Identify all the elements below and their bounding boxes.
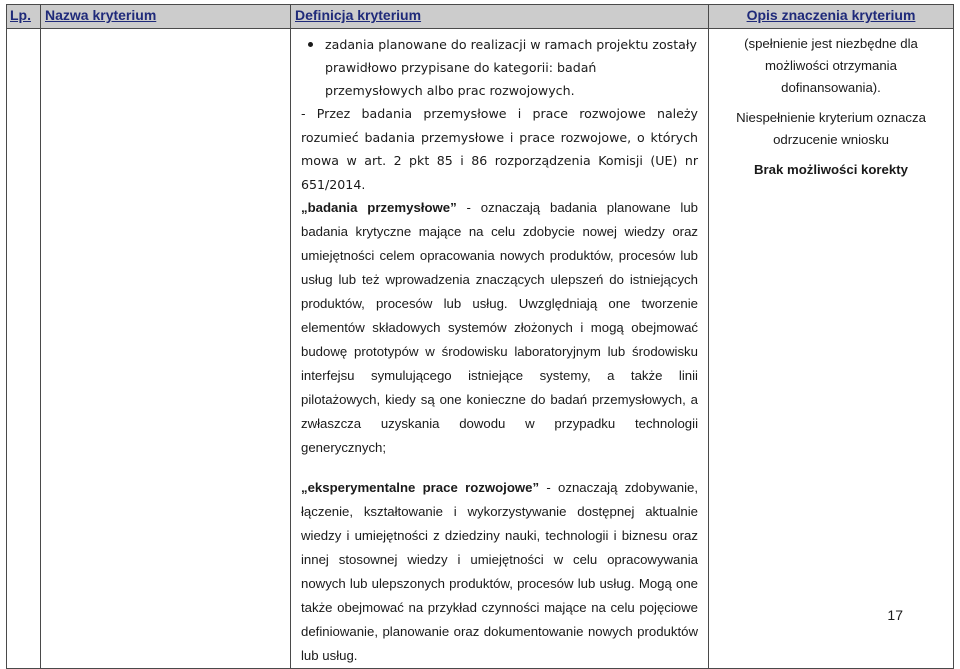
header-criterion-definition: Definicja kryterium [291,5,709,29]
industrial-research-paragraph [301,196,698,460]
industrial-research-text: - oznaczają badania planowane lub badania krytyczne mające na celu zdobycie nowej wiedzy oraz umiejętności celem opracowania nowych produktów, procesów lub usług lub też wprowadzenia znaczących ulepszeń do istniejących produktów, procesów lub usług. Uwzględniają one tworzenie elementów składowych systemów złożonych i mogą obejmować budowę prototypów w środowisku laboratoryjnym lub środowisku interfejsu symulującego istniejące systemy, a także linii pilotażowych, kiedy są one konieczne do badań przemysłowych, a zwłaszcza uzyskania dowodu w przypadku technologii generycznych; [301,200,698,455]
experimental-development-term: „eksperymentalne prace rozwojowe” [301,480,540,495]
header-lp: Lp. [7,5,41,29]
page-number: 17 [887,607,903,623]
description-requirement-text: (spełnienie jest niezbędne dla możliwości otrzymania dofinansowania). [744,36,918,95]
definition-bullet-text: zadania planowane do realizacji w ramach projektu zostały prawidłowo przypisane do kategorii: badań przemysłowych albo prac rozwojowych. [325,37,697,98]
experimental-development-paragraph [301,476,698,668]
table-row [7,29,954,669]
cell-criterion-description [709,29,954,669]
criteria-table [6,4,954,669]
experimental-development-text: - oznaczają zdobywanie, łączenie, kształtowanie i wykorzystywanie dostępnej aktualnie wiedzy i umiejętności z dziedziny nauki, technologii i biznesu oraz innej stosownej wiedzy i umiejętności w celu opracowywania nowych lub ulepszonych produktów, procesów lub usług. Mogą one także obejmować na przykład czynności mające na celu pojęciowe definiowanie, planowanie oraz dokumentowanie nowych produktów lub usług. [301,480,698,663]
table-header-row [7,5,954,29]
cell-criterion-name [41,29,291,669]
industrial-research-term: „badania przemysłowe” [301,200,457,215]
cell-criterion-definition [291,29,709,669]
description-no-correction-text: Brak możliwości korekty [754,162,908,177]
header-criterion-name: Nazwa kryterium [41,5,291,29]
bullet-icon [301,33,325,102]
criteria-table-page [6,4,953,669]
definition-bullet-item [301,33,698,102]
description-rejection-text: Niespełnienie kryterium oznacza odrzucenie wniosku [736,110,926,147]
cell-lp [7,29,41,669]
definition-dash-paragraph: - Przez badania przemysłowe i prace rozwojowe należy rozumieć badania przemysłowe i prace rozwojowe, o których mowa w art. 2 pkt 85 i 86 rozporządzenia Komisji (UE) nr 651/2014. [301,106,698,192]
header-criterion-description: Opis znaczenia kryterium [709,5,954,29]
